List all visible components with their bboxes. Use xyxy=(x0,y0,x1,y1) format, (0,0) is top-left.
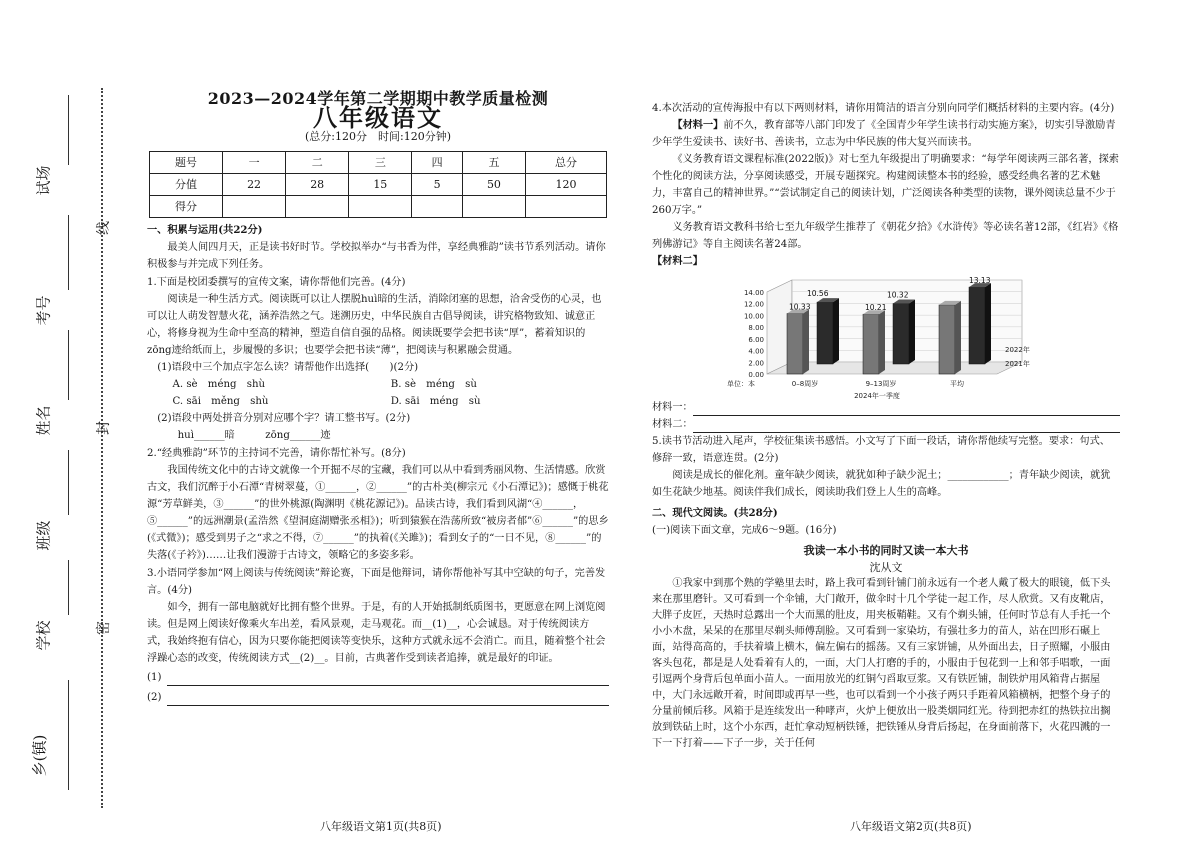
chart-bar-side xyxy=(955,301,961,374)
material-2-title: 【材料二】 xyxy=(652,255,703,267)
material-1-text-1: 前不久，教育部等八部门印发了《全国青少年学生读书行动实施方案》，切实引导激励青少年学生爱读书、读好书、善读书，立志为中华民族的伟大复兴而读书。 xyxy=(652,120,1116,148)
score-col-2: 二 xyxy=(286,152,349,174)
material-1-title: 【材料一】 xyxy=(672,119,724,131)
exam-room-label: 试场 xyxy=(34,165,53,196)
y-tick-label: 12.00 xyxy=(743,300,764,309)
intro-paragraph: 最美人间四月天，正是读书好时节。学校拟举办“与书香为伴，享经典雅韵”读书节系列活动。请你积极参与并完成下列任务。 xyxy=(147,242,606,270)
right-page xyxy=(652,100,1120,752)
pinyin-blanks[interactable]: huì______暗 zōng______迹 xyxy=(177,430,331,441)
exam-no-label: 考号 xyxy=(34,295,53,326)
chart-bar xyxy=(863,314,879,374)
score-cell-empty[interactable] xyxy=(349,196,412,218)
exam-room-line xyxy=(68,95,69,165)
chart-bar xyxy=(969,287,985,364)
score-value: 28 xyxy=(286,174,349,196)
binding-margin xyxy=(0,0,140,849)
answer-label-2: (2) xyxy=(147,692,162,703)
bar-data-label: 10.21 xyxy=(865,303,887,313)
article-paragraph-1: ①我家中到那个熟的学塾里去时，路上我可看到针铺门前永远有一个老人戴了极大的眼镜，低下头来在那里磨针。又可看到一个伞铺，大门敞开，做伞时十几个学徒一起工作，尽人欣赏。又有皮靴店，大胖子皮匠，天热时总露出一个大而黑的肚皮，用夹板鞘鞋。又有个剃头铺，任何时节总有人手托一个小小木盘，呆呆的在那里尽剃头师傅刮脸。又可看到一家染坊，有强壮多力的苗人，站在凹形石碾上面，站得高高的，手扶着墙上横木，偏左偏右的摇荡。又有三家饼铺，从外面出去，日子照耀，小服由客头包花，都是是人处看着有人的，一面，大门人打磨的手的，小服由于包花到一上和邻手唱歌，一面引逗两个身背后包单面小苗人。一面用放光的红铜勺舀取豆浆。又有铁匠铺，制铁炉用风箱背占据屋中，大门永远敞开着，时间即或再早一些，也可以看到一个小孩子两只手距着风箱横柄，把整个身子的分量前倾后移。风箱于是连续发出一种哮声，火炉上便放出一股类烟同红光。待到把赤红的热铁拉出搁放到铁砧上时，这个小东西，赶忙拿动短柄铁锤，把铁锤从身背后扬起，在身面前落下，火花四溅的一下一下打着——下子一步，关于任何 xyxy=(652,578,1111,749)
score-cell-empty[interactable] xyxy=(526,196,607,218)
score-col-total: 总分 xyxy=(526,152,607,174)
score-col-3: 三 xyxy=(349,152,412,174)
score-cell-empty[interactable] xyxy=(412,196,463,218)
class-label: 班级 xyxy=(34,520,53,551)
question-1-options xyxy=(147,376,609,410)
y-tick-label: 6.00 xyxy=(748,335,764,344)
answer-line-1[interactable] xyxy=(167,671,609,686)
material-answer-row-2 xyxy=(652,416,1120,433)
township-label: 乡(镇) xyxy=(30,734,49,777)
bar-data-label: 10.56 xyxy=(807,289,829,299)
x-category-label: 平均 xyxy=(950,380,964,388)
seal-char-seal: 密 xyxy=(96,621,112,635)
score-value: 50 xyxy=(462,174,525,196)
material-2-chart xyxy=(722,274,1052,399)
score-table xyxy=(149,151,607,218)
exam-subject: 八年级语文 xyxy=(313,103,443,132)
material-2-answer-label: 材料二： xyxy=(652,419,693,430)
chart-bar xyxy=(893,304,909,364)
question-1: 1.下面是校团委撰写的宣传文案，请你帮他们完善。(4分) xyxy=(147,277,406,288)
left-page xyxy=(147,88,609,706)
score-table-row xyxy=(150,196,607,218)
answer-row-1 xyxy=(147,669,609,686)
question-1-sub1: (1)语段中三个加点字怎么读？请帮他作出选择( )(2分) xyxy=(157,362,419,373)
material-1-text-2: 《义务教育语文课程标准(2022版)》对七至九年级提出了明确要求：“每学年阅读两三部名著，探索个性化的阅读方法，分享阅读感受，开展专题探究。构建阅读整本书的经验，感受经典名著的艺术魅力，丰富自己的精神世界。”“尝试制定自己的阅读计划，广泛阅读各种类型的读物，课外阅读总量不少于260万字。” xyxy=(652,154,1119,216)
class-line xyxy=(68,450,69,515)
chart-bar xyxy=(817,302,833,364)
question-2: 2.“经典雅韵”环节的主持词不完善，请你帮忙补写。(8分) xyxy=(147,448,406,459)
score-value: 5 xyxy=(412,174,463,196)
answer-row-2 xyxy=(147,689,609,706)
exam-title: 2023—2024学年第二学期期中教学质量检测 xyxy=(207,89,549,108)
answer-label-1: (1) xyxy=(147,672,162,683)
school-label: 学校 xyxy=(34,620,53,651)
seal-char-fix: 封 xyxy=(96,421,112,435)
score-row-header: 题号 xyxy=(150,152,223,174)
material-1-answer-label: 材料一： xyxy=(652,402,693,413)
material-answer-row-1 xyxy=(652,399,1120,416)
score-col-4: 四 xyxy=(412,152,463,174)
bar-data-label: 13.13 xyxy=(969,276,991,286)
chart-bar-side xyxy=(909,300,915,364)
seal-dotted-line xyxy=(101,88,103,808)
bar-data-label: 10.32 xyxy=(887,290,909,300)
material-1-answer-line[interactable] xyxy=(693,402,1120,416)
y-tick-label: 0.00 xyxy=(748,371,764,379)
y-tick-label: 8.00 xyxy=(748,324,764,333)
score-cell-empty[interactable] xyxy=(462,196,525,218)
score-value: 15 xyxy=(349,174,412,196)
question-4: 4.本次活动的宣传海报中有以下两则材料，请你用简洁的语言分别向同学们概括材料的主要内容。(4分) xyxy=(652,103,1115,114)
part-1-heading: (一)阅读下面文章，完成6～9题。(16分) xyxy=(652,525,837,536)
y-tick-label: 2.00 xyxy=(748,359,764,368)
y-tick-label: 10.00 xyxy=(743,312,764,321)
question-3: 3.小语同学参加“网上阅读与传统阅读”辩论赛，下面是他辩词，请你帮他补写其中空缺的句子，完善发言。(4分) xyxy=(147,568,606,596)
seal-char-line: 线 xyxy=(96,221,112,235)
bar-data-label: 10.33 xyxy=(789,302,811,312)
chart-bar-side xyxy=(985,283,991,364)
legend-series-label: 2022年 xyxy=(1005,346,1030,354)
x-category-label: 0–8周岁 xyxy=(791,380,819,388)
option-c[interactable]: C. sāi měng shù xyxy=(172,396,269,407)
question-5-text[interactable]: 阅读是成长的催化剂。童年缺少阅读，就犹如种子缺少泥土；____________；青年缺少阅读，就犹如生花缺少地基。阅读伴我们成长，阅读助我们登上人生的高峰。 xyxy=(652,470,1111,498)
y-tick-label: 4.00 xyxy=(748,347,764,356)
option-a[interactable]: A. sè méng shù xyxy=(172,379,266,390)
score-row-header: 分值 xyxy=(150,174,223,196)
material-2-answer-line[interactable] xyxy=(693,419,1120,433)
page-footer-left: 八年级语文第1页(共8页) xyxy=(320,820,442,833)
y-tick-label: 14.00 xyxy=(743,289,764,297)
name-label: 姓名 xyxy=(34,405,53,436)
page-footer-right: 八年级语文第2页(共8页) xyxy=(850,820,972,833)
chart-bar-side xyxy=(833,298,839,364)
score-table-row xyxy=(150,174,607,196)
score-row-header: 得分 xyxy=(150,196,223,218)
chart-bar xyxy=(787,313,803,374)
question-1-text: 阅读是一种生活方式。阅读既可以让人摆脱huì暗的生活，消除闭塞的思想，洽舍受伤的心灵，也可以让人萌发智慧火花，涵养浩然之气。迷溯历史，中华民族自古倡导阅读，讲究格物致知、诚意正心，将修身视为生命中至高的精神，塑造自信自强的品格。阅读既要学会把书读“厚”，蓄着知识的zōng迹给纸而上，步履慢的多识；也要学会把书读“薄”，把阅读与积累融会贯通。 xyxy=(147,294,602,356)
score-table-row xyxy=(150,152,607,174)
question-1-sub2: (2)语段中两处拼音分别对应哪个字？请工整书写。(2分) xyxy=(157,413,411,424)
chart-bar-side xyxy=(879,310,885,374)
exam-no-line xyxy=(68,215,69,290)
question-2-text[interactable]: 我国传统文化中的古诗文就像一个开掘不尽的宝藏，我们可以从中看到秀丽风物、生活情感。欣赏古文，我们沉醉于小石潭“青树翠蔓，①______，②______”的古朴美(柳宗元《小石潭记》)；感慨于桃花源“芳草鲜美，③______”的世外桃源(陶渊明《桃花源记》)。品读古诗，我们看到风湖“④______，⑤______”的远洲潮景(孟浩然《望洞庭湖赠张丞相》)；听到猿猴在浩荡所致“被房者郁”⑥______”的思乡(《式微》)；感受到男子之“求之不得，⑦______”的执着(《关雎》)；看到女子的“一日不见，⑧______”的失落(《子衿》)……让我们漫游于古诗文，领略它的多姿多彩。 xyxy=(147,465,609,561)
legend-series-label: 2021年 xyxy=(1005,360,1030,368)
answer-line-2[interactable] xyxy=(167,691,609,706)
township-line xyxy=(68,680,69,790)
chart-bar-side xyxy=(803,309,809,374)
chart-unit-label: 单位：本 xyxy=(727,380,755,388)
score-cell-empty[interactable] xyxy=(223,196,286,218)
score-col-1: 一 xyxy=(223,152,286,174)
material-1-paragraph-1 xyxy=(652,117,1120,151)
score-value: 22 xyxy=(223,174,286,196)
score-cell-empty[interactable] xyxy=(286,196,349,218)
bar-chart-svg xyxy=(722,274,1052,399)
question-3-text: 如今，拥有一部电脑就好比拥有整个世界。于是，有的人开始抵制纸质图书，更愿意在网上浏览阅读。但是网上阅读好像乘火车出差，看风景观，走马观花。而__(1)__，心会诚恳。对于传统阅读方式，我始终抱有信心，因为只要你能把阅读等变快乐，这种方式就永远不会消亡。而且，随着整个社会浮躁心态的改变，传统阅读方式__(2)__。目前，古典著作受到读者追捧，就是最好的印证。 xyxy=(147,602,606,664)
score-col-5: 五 xyxy=(462,152,525,174)
chart-bar xyxy=(939,305,955,374)
section-heading: 一、积累与运用(共22分) xyxy=(147,224,263,236)
material-1-text-3: 义务教育语文教科书给七至九年级学生推荐了《朝花夕拾》《水浒传》等必读名著12部，《红岩》《格列佛游记》等自主阅读名著24部。 xyxy=(652,222,1119,250)
section-2-heading: 二、现代文阅读。(共28分) xyxy=(652,507,778,519)
exam-meta: (总分:120分 时间:120分钟) xyxy=(305,130,451,143)
option-b[interactable]: B. sè méng sù xyxy=(390,379,477,390)
x-category-label: 9–13周岁 xyxy=(865,380,897,388)
article-title: 我读一本小书的同时又读一本大书 xyxy=(803,544,969,557)
question-5: 5.读书节活动进入尾声，学校征集读书感悟。小文写了下面一段话，请你帮他续写完整。要求：句式、修辞一致，语意连贯。(2分) xyxy=(652,436,1110,464)
article-author: 沈从文 xyxy=(869,561,903,574)
school-line xyxy=(68,560,69,615)
chart-title: 2024年一季度 xyxy=(854,392,900,399)
name-line xyxy=(68,330,69,400)
score-value: 120 xyxy=(526,174,607,196)
option-d[interactable]: D. sāi méng sù xyxy=(390,396,481,407)
